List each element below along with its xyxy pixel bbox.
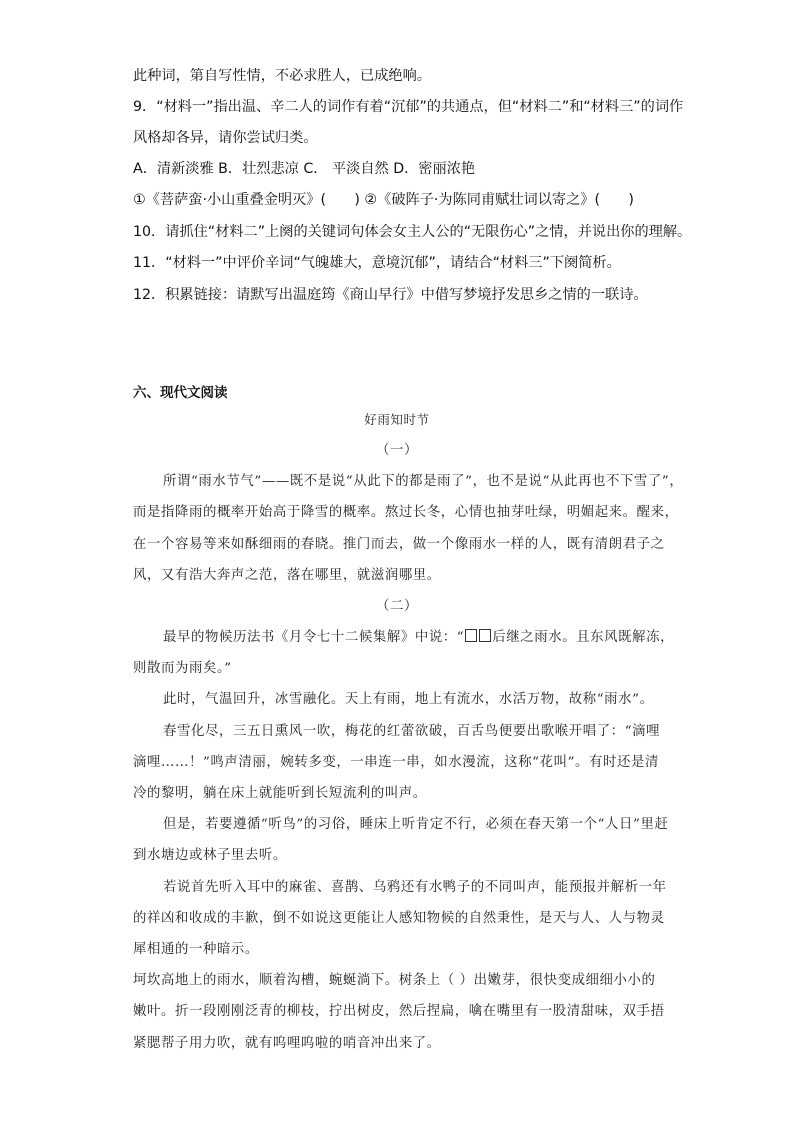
part-two-label: （二）: [376, 599, 418, 614]
article-title: 好雨知时节: [364, 412, 430, 427]
paragraph-line: 若说首先听入耳中的麻雀、喜鹊、乌鸦还有水鸭子的不同叫声，能预报并解析一年: [163, 880, 667, 895]
paragraph-text: 后继之雨水。且东风既解冻，: [492, 630, 675, 645]
question-9-match: ①《菩萨蛮·小山重叠金明灭》( ) ②《破阵子·为陈同甫赋壮词以寄之》( ): [133, 192, 634, 208]
paragraph-line: 紧腮帮子用力吹，就有呜哩呜啦的哨音冲出来了。: [133, 1036, 441, 1051]
question-10: 10．请抓住“材料二”上阕的关键词句体会女主人公的“无限伤心”之情，并说出你的理解。: [133, 224, 692, 240]
paragraph-line: 的祥凶和收成的丰歉，倒不如说这更能让人感知物候的自然秉性，是天与人、人与物灵: [133, 911, 665, 926]
paragraph-line: 到水塘边或林子里去听。: [133, 848, 287, 863]
paragraph-line: 嫩叶。折一段刚刚泛青的柳枝，拧出树皮，然后捏扁，噙在嘴里有一股清甜味，双手捂: [133, 1004, 665, 1019]
paragraph-line: 风，又有浩大奔声之范，落在哪里，就滋润哪里。: [133, 568, 441, 583]
paragraph-line: 在一个容易等来如酥细雨的春晓。推门而去，做一个像雨水一样的人，既有清朗君子之: [133, 537, 665, 552]
paragraph-line: [163, 628, 674, 648]
paragraph-text: 最早的物候历法书《月令七十二候集解》中说：“: [163, 630, 465, 645]
section-heading: 六、现代文阅读: [133, 385, 228, 401]
paragraph-line: 所谓“雨水节气”——既不是说“从此下的都是雨了”，也不是说“从此再也不下雪了”，: [163, 474, 684, 489]
part-one-label: （一）: [376, 443, 418, 458]
question-9: 9．“材料一”指出温、辛二人的词作有着“沉郁”的共通点，但“材料二”和“材料三”的词作: [133, 99, 684, 115]
missing-char-box: [479, 629, 491, 642]
question-9-options: A．清新淡雅 B．壮烈悲凉 C． 平淡自然 D．密丽浓艳: [133, 161, 476, 177]
paragraph-line: 而是指降雨的概率开始高于降雪的概率。熬过长冬，心情也抽芽吐绿，明媚起来。醒来，: [133, 505, 679, 520]
question-9-cont: 风格却各异，请你尝试归类。: [133, 130, 318, 146]
paragraph-line: 滴哩……！”鸣声清丽，婉转多变，一串连一串，如水漫流，这称“花叫”。有时还是清: [133, 755, 659, 770]
text-line: 此种词，第自写性情，不必求胜人，已成绝响。: [133, 68, 431, 84]
paragraph-line: 春雪化尽，三五日熏风一吹，梅花的红蕾欲破，百舌鸟便要出歌喉开唱了：“滴哩: [163, 724, 661, 739]
missing-char-box: [465, 629, 477, 642]
question-11: 11．“材料一”中评价辛词“气魄雄大，意境沉郁”，请结合“材料三”下阕简析。: [133, 255, 621, 271]
paragraph-line: 此时，气温回升，冰雪融化。天上有雨，地上有流水，水活万物，故称“雨水”。: [163, 692, 654, 707]
question-12: 12．积累链接：请默写出温庭筠《商山早行》中借写梦境抒发思乡之情的一联诗。: [133, 287, 648, 303]
paragraph-line: 冷的黎明，躺在床上就能听到长短流利的叫声。: [133, 786, 427, 801]
paragraph-line: 犀相通的一种暗示。: [133, 942, 259, 957]
paragraph-line: 但是，若要遵循“听鸟”的习俗，睡床上听肯定不行，必须在春天第一个“人日”里赶: [163, 817, 669, 832]
paragraph-line: 则散而为雨矣。”: [133, 661, 232, 676]
paragraph-line: 坷坎高地上的雨水，顺着沟槽，蜿蜒淌下。树条上（ ）出嫩芽，很快变成细细小小的: [133, 973, 656, 988]
